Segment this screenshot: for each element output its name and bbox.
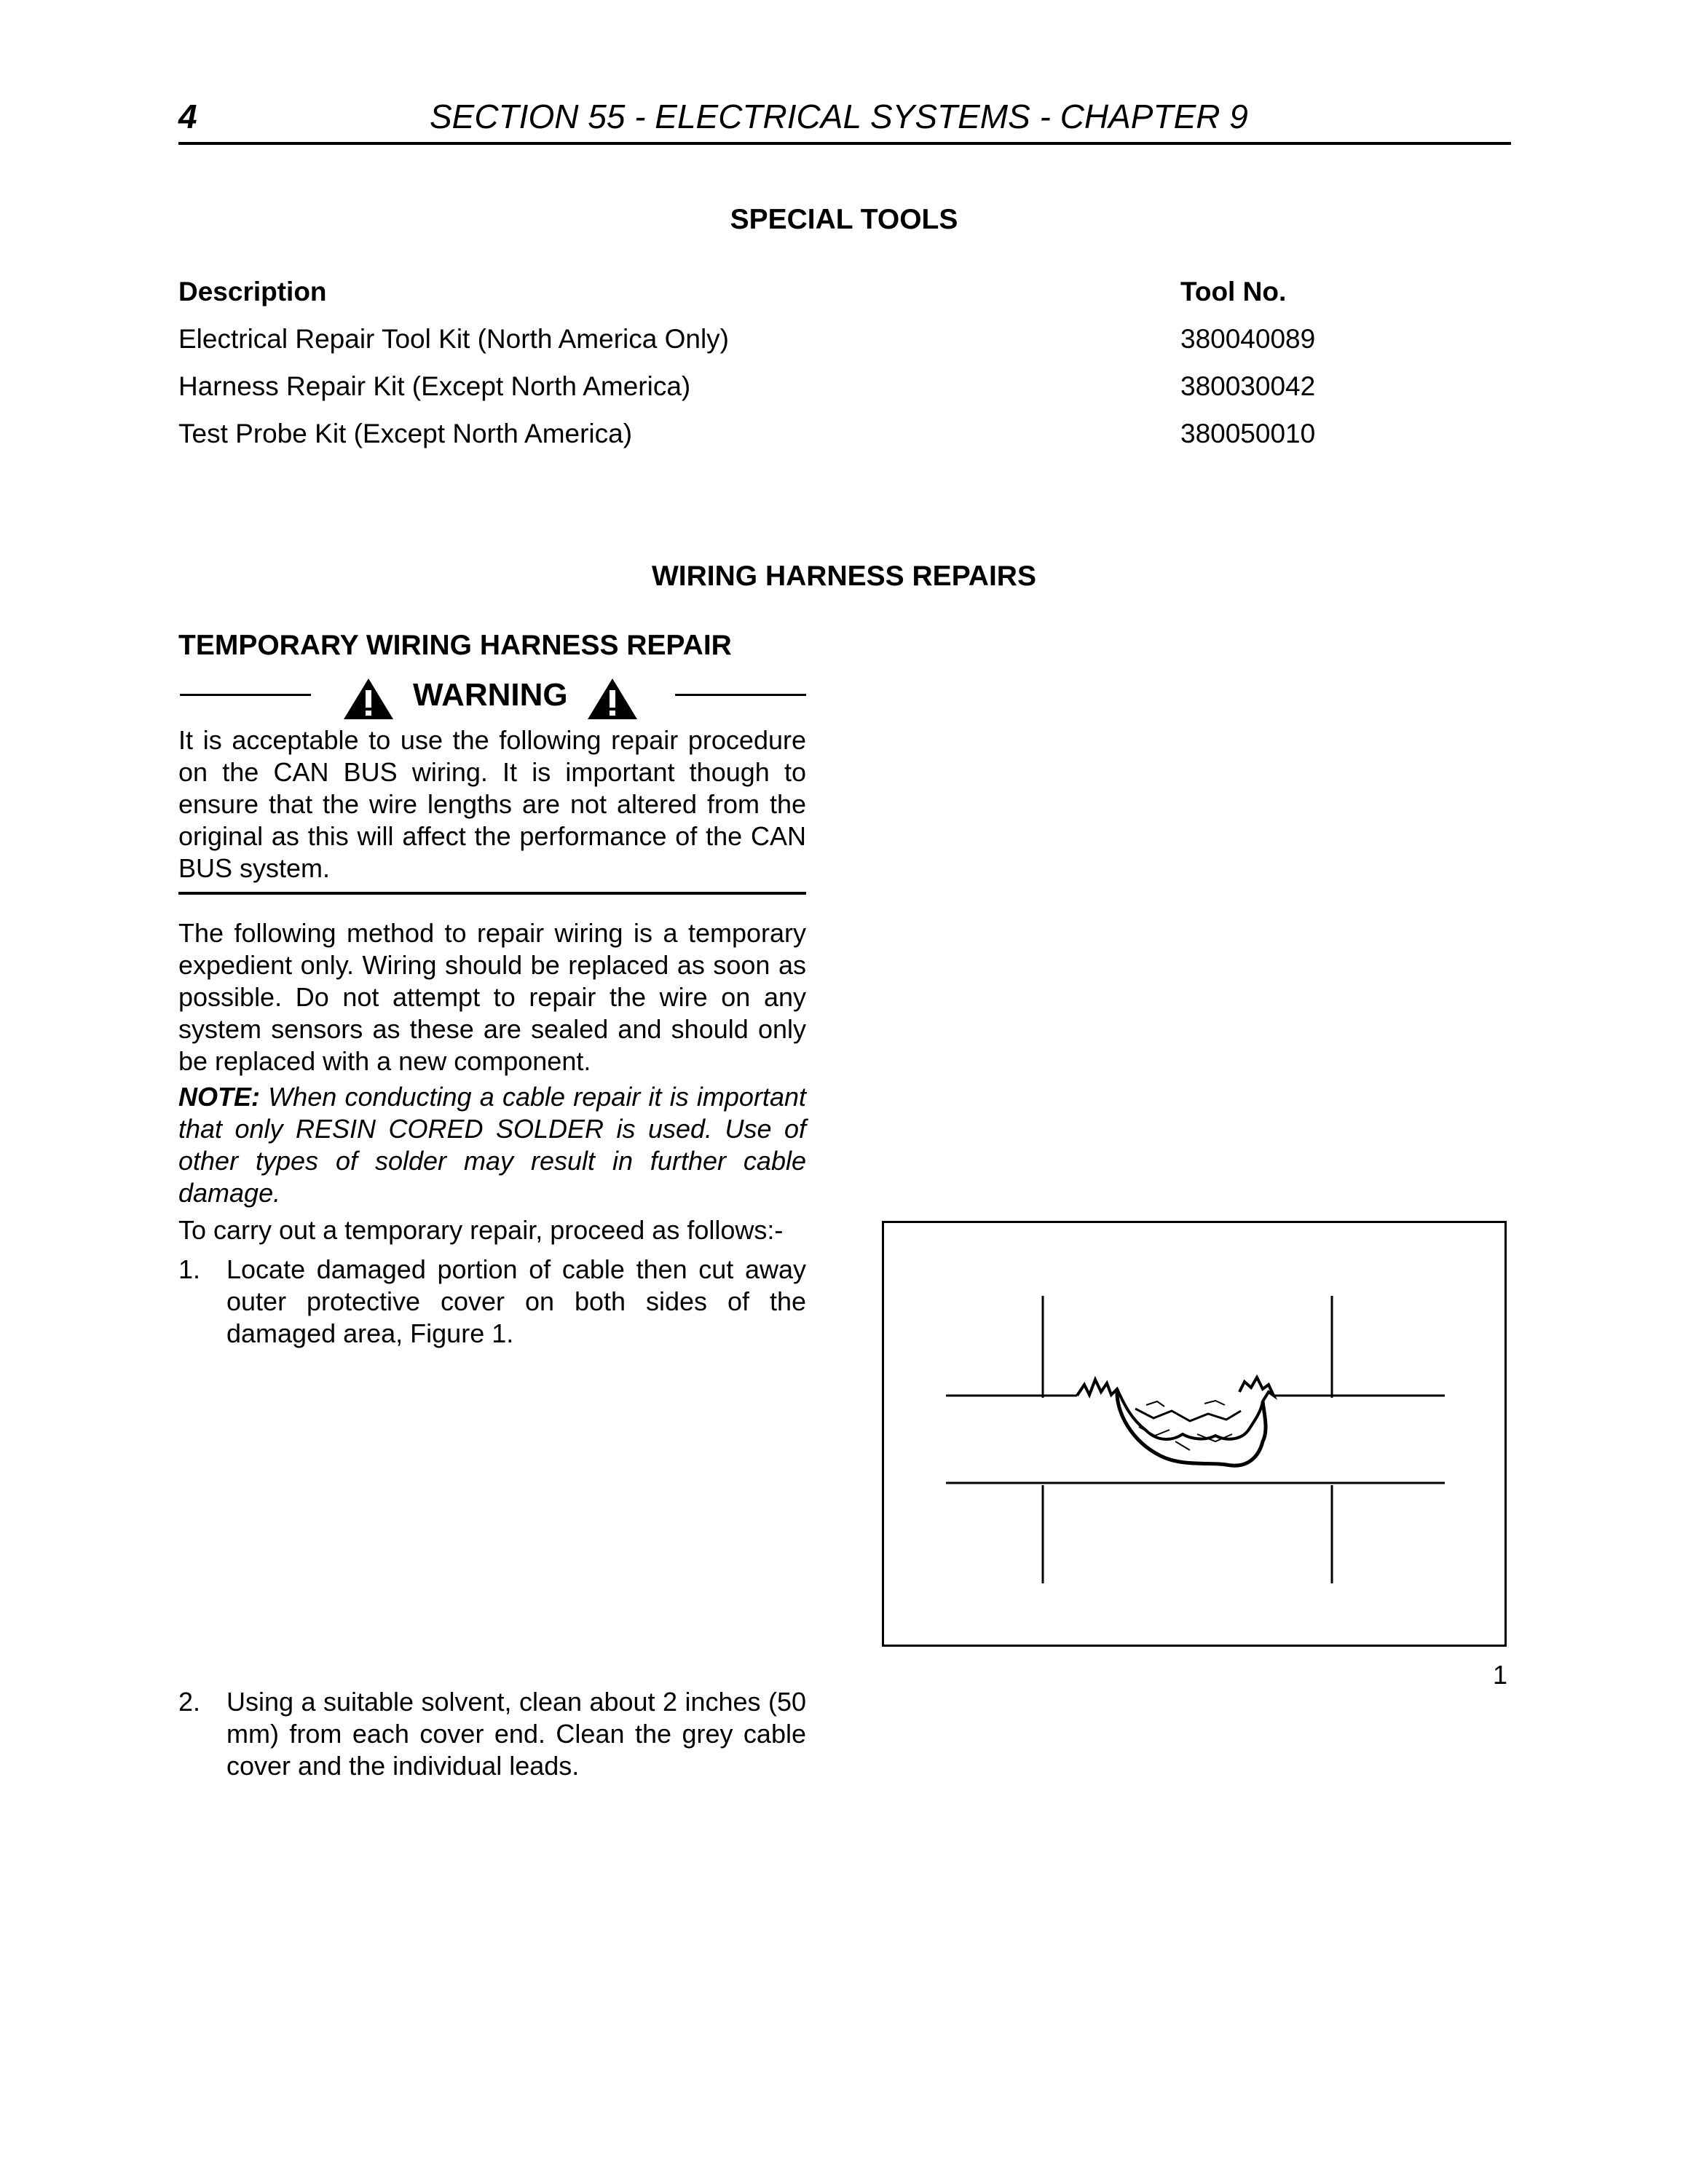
column-header-tool-no: Tool No. xyxy=(1180,277,1287,306)
warning-triangle-icon xyxy=(342,677,395,721)
step-text: Locate damaged portion of cable then cut away outer protective cover on both sides of the damaged area, Figure 1. xyxy=(226,1254,806,1348)
figure-damaged-cable xyxy=(882,1221,1507,1647)
warning-bottom-rule xyxy=(178,892,806,895)
warning-rule-right xyxy=(675,694,806,696)
table-header-row xyxy=(178,277,1380,324)
table-row xyxy=(178,324,1380,371)
warning-rule-left xyxy=(180,694,311,696)
table-row xyxy=(178,371,1380,419)
warning-triangle-icon xyxy=(586,677,639,721)
wiring-harness-repairs-title: WIRING HARNESS REPAIRS xyxy=(652,561,1036,592)
page-header xyxy=(178,91,1511,145)
column-header-description: Description xyxy=(178,277,327,306)
tool-number: 380050010 xyxy=(1180,419,1316,448)
special-tools-title: SPECIAL TOOLS xyxy=(730,204,958,235)
intro-paragraph: The following method to repair wiring is a temporary expedient only. Wiring should be replaced as soon as possible. Do not attempt to repair the wire on any system sensors as these are sealed and should only be replaced with a new component. xyxy=(178,918,806,1076)
proceed-text: To carry out a temporary repair, proceed as follows:- xyxy=(178,1215,784,1245)
warning-label: WARNING xyxy=(413,677,568,713)
tool-number: 380040089 xyxy=(1180,324,1316,354)
step-number: 2. xyxy=(178,1687,201,1717)
table-row xyxy=(178,419,1380,466)
warning-text: It is acceptable to use the following repair procedure on the CAN BUS wiring. It is important though to ensure that the wire lengths are not altered from the original as this will affect the performance of the CAN BUS system. xyxy=(178,725,806,883)
step-text: Using a suitable solvent, clean about 2 inches (50 mm) from each cover end. Clean the grey cable cover and the individual leads. xyxy=(226,1687,806,1781)
page-number: 4 xyxy=(178,98,197,135)
tool-description: Test Probe Kit (Except North America) xyxy=(178,419,633,448)
special-tools-table xyxy=(178,277,1380,466)
temporary-repair-heading: TEMPORARY WIRING HARNESS REPAIR xyxy=(178,630,732,661)
section-title: SECTION 55 - ELECTRICAL SYSTEMS - CHAPTER 9 xyxy=(430,98,1248,135)
warning-banner xyxy=(178,677,806,713)
note-text: When conducting a cable repair it is important that only RESIN CORED SOLDER is used. Use of other types of solder may result in further cable damage. xyxy=(178,1082,806,1208)
figure-number: 1 xyxy=(1493,1660,1508,1690)
note-label: NOTE: xyxy=(178,1082,260,1112)
tool-number: 380030042 xyxy=(1180,371,1316,401)
step-number: 1. xyxy=(178,1254,201,1284)
tool-description: Electrical Repair Tool Kit (North America Only) xyxy=(178,324,730,354)
tool-description: Harness Repair Kit (Except North America) xyxy=(178,371,691,401)
damaged-cable-illustration xyxy=(884,1223,1504,1645)
note-paragraph xyxy=(178,1081,806,1209)
